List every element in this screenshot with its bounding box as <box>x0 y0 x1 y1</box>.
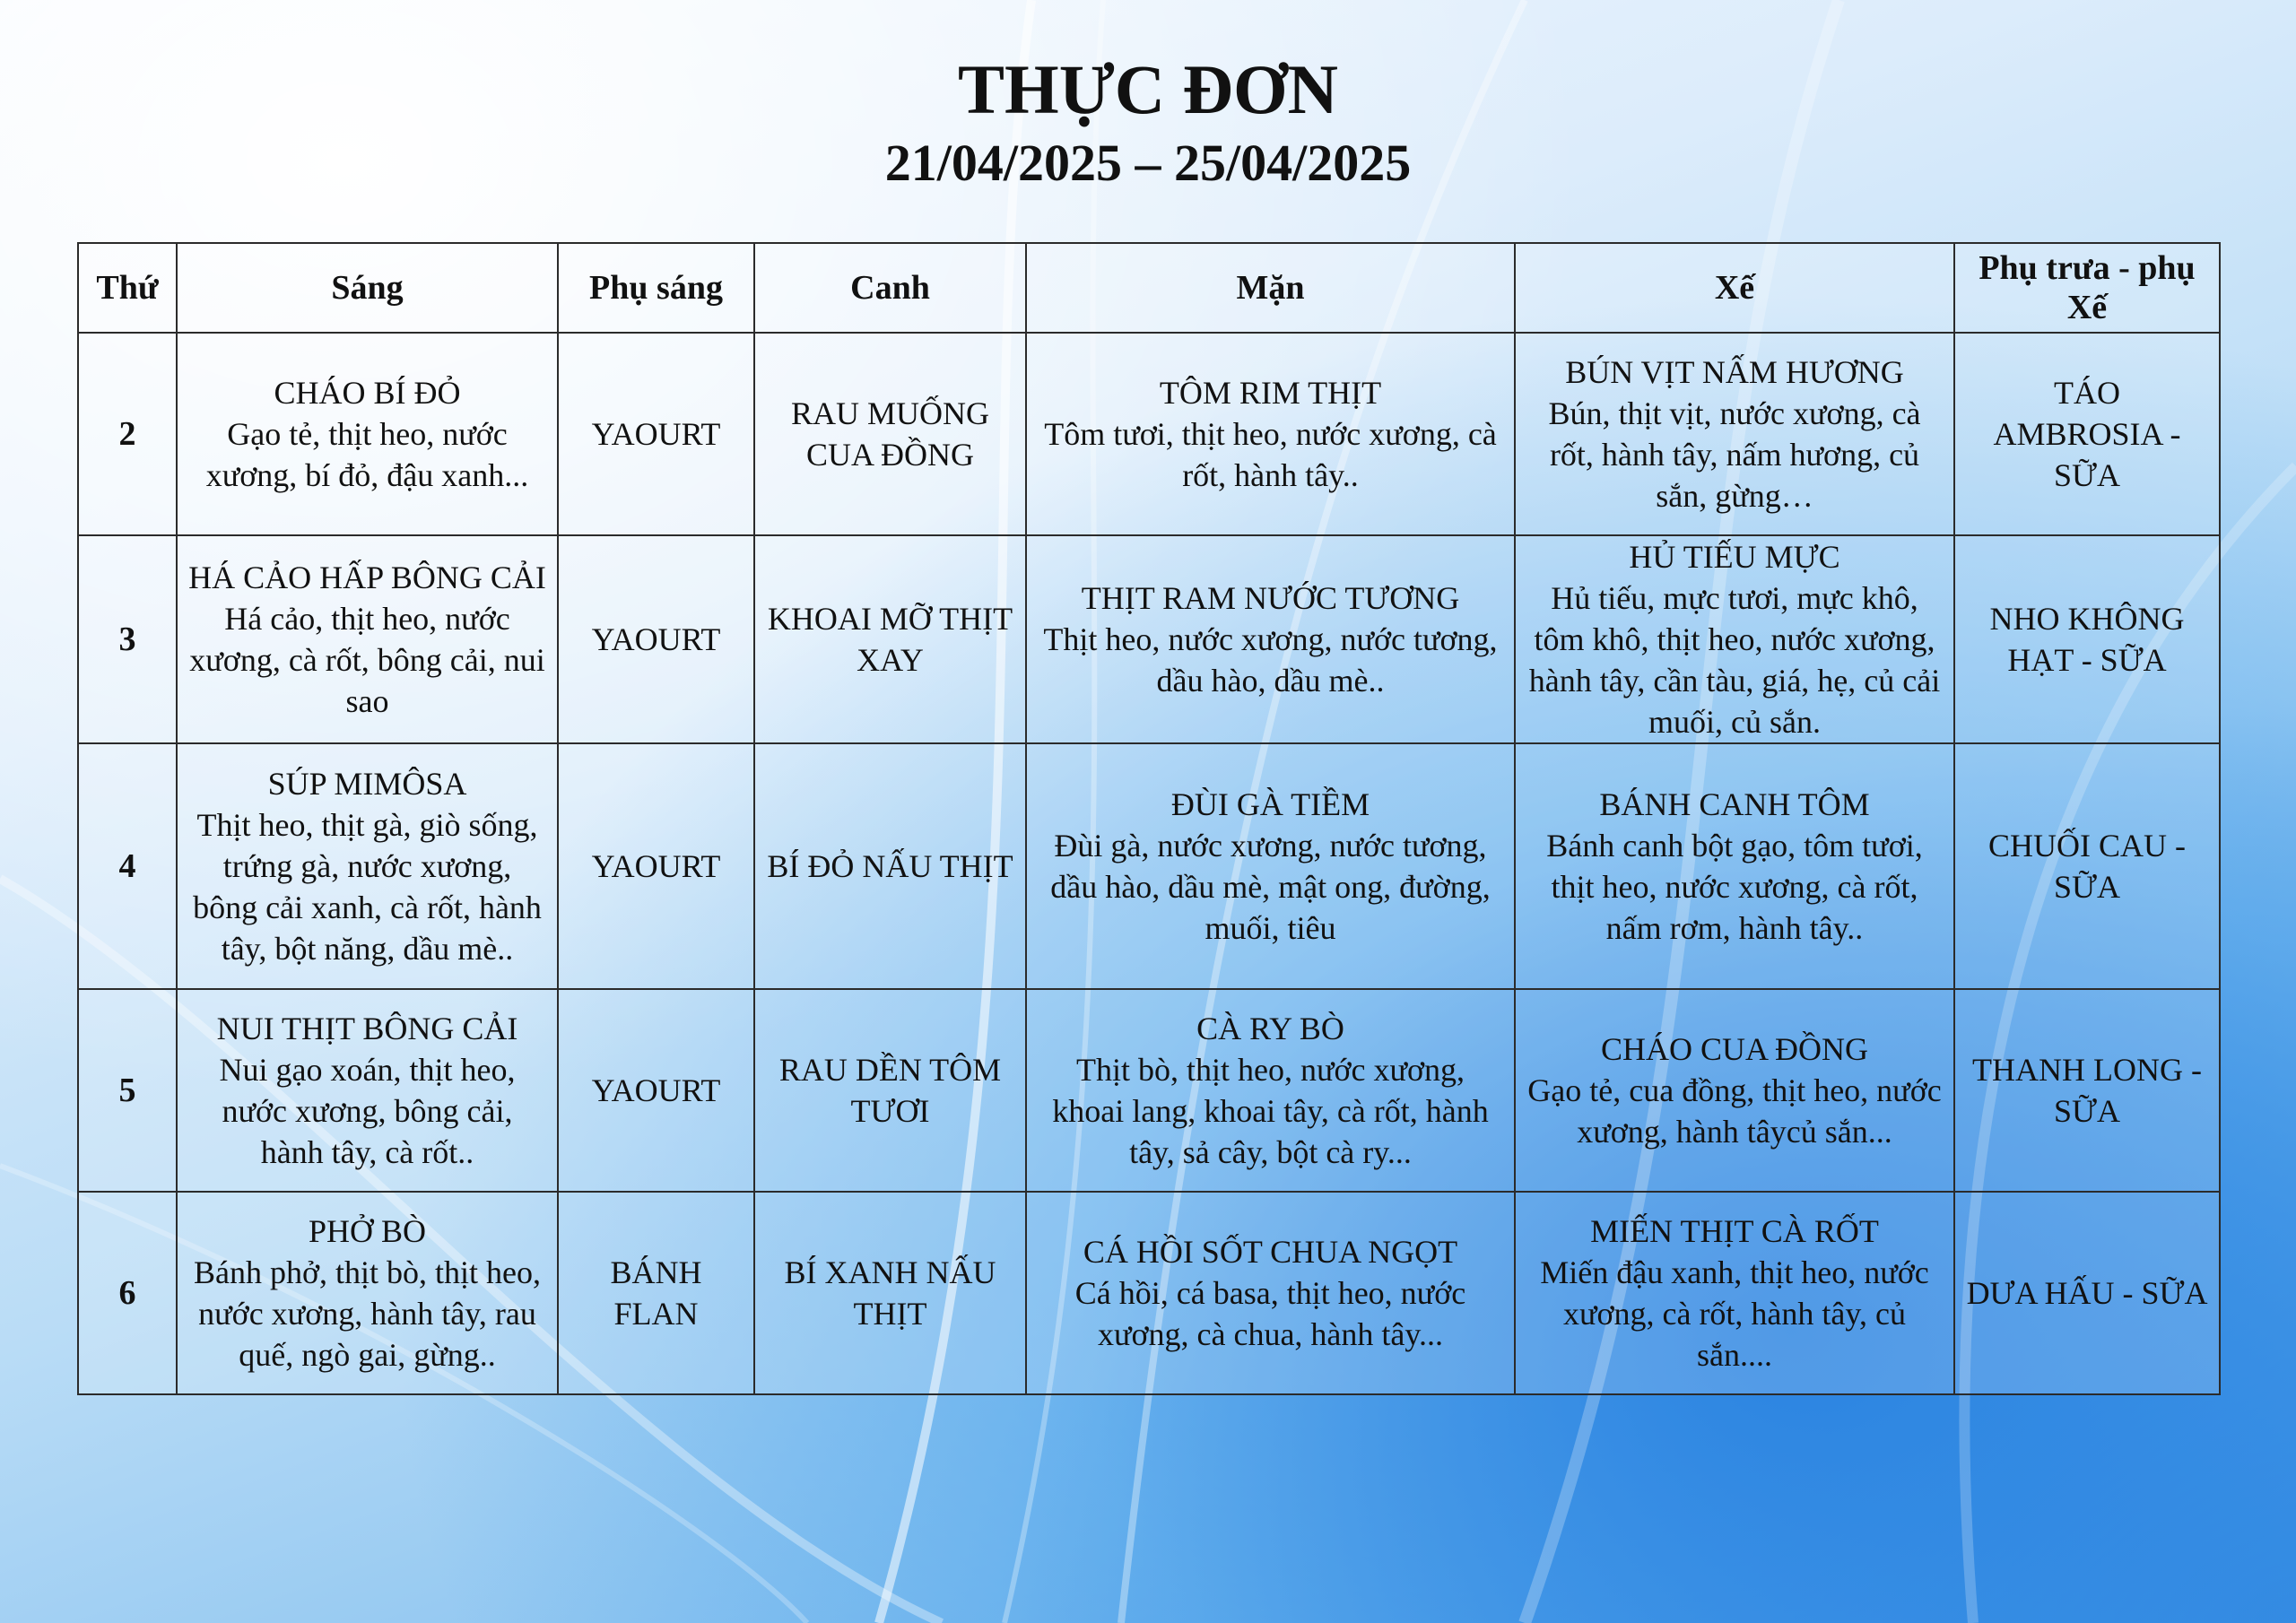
dish-ingredients: Bánh canh bột gạo, tôm tươi, thịt heo, nước xương, cà rốt, nấm rơm, hành tây.. <box>1546 828 1923 946</box>
dish-name: BÁNH CANH TÔM <box>1599 786 1870 822</box>
dish-name: TÔM RIM THỊT <box>1159 375 1382 411</box>
header-row <box>78 243 2220 333</box>
dish-ingredients: Gạo tẻ, thịt heo, nước xương, bí đỏ, đậu xanh... <box>205 416 529 493</box>
phu-sang-cell: YAOURT <box>558 535 754 743</box>
phu-sang-cell: YAOURT <box>558 743 754 989</box>
dish-name: SÚP MIMÔSA <box>267 766 467 802</box>
table-row <box>78 989 2220 1192</box>
header-sang: Sáng <box>177 243 558 333</box>
header-canh: Canh <box>754 243 1026 333</box>
canh-cell: KHOAI MỠ THỊT XAY <box>754 535 1026 743</box>
dish-ingredients: Gạo tẻ, cua đồng, thịt heo, nước xương, hành tâycủ sắn... <box>1527 1072 1942 1150</box>
phu-sang-cell: YAOURT <box>558 989 754 1192</box>
dish-ingredients: Nui gạo xoán, thịt heo, nước xương, bông cải, hành tây, cà rốt.. <box>219 1052 516 1170</box>
table-row <box>78 743 2220 989</box>
dish-name: PHỞ BÒ <box>308 1213 427 1249</box>
menu-table <box>77 242 2221 1395</box>
man-cell <box>1026 535 1515 743</box>
table-row <box>78 1192 2220 1394</box>
xe-cell <box>1515 333 1954 535</box>
dish-name: HỦ TIẾU MỰC <box>1629 539 1840 575</box>
phu-sang-cell: BÁNH FLAN <box>558 1192 754 1394</box>
man-cell <box>1026 743 1515 989</box>
dish-ingredients: Thịt heo, nước xương, nước tương, dầu hào, dầu mè.. <box>1043 621 1498 699</box>
phu-trua-cell: THANH LONG - SỮA <box>1954 989 2220 1192</box>
dish-name: NUI THỊT BÔNG CẢI <box>216 1011 518 1046</box>
dish-ingredients: Cá hồi, cá basa, thịt heo, nước xương, cà chua, hành tây... <box>1074 1275 1466 1352</box>
dish-ingredients: Miến đậu xanh, thịt heo, nước xương, cà rốt, hành tây, củ sắn.... <box>1540 1254 1929 1373</box>
dish-name: CHÁO BÍ ĐỎ <box>274 375 461 411</box>
header-phu-sang: Phụ sáng <box>558 243 754 333</box>
canh-cell: RAU MUỐNG CUA ĐỒNG <box>754 333 1026 535</box>
dish-name: MIẾN THỊT CÀ RỐT <box>1590 1213 1879 1249</box>
dish-ingredients: Hủ tiếu, mực tươi, mực khô, tôm khô, thịt heo, nước xương, hành tây, cần tàu, giá, hẹ, củ cải muối, củ sắn. <box>1528 580 1941 740</box>
phu-sang-cell: YAOURT <box>558 333 754 535</box>
man-cell <box>1026 333 1515 535</box>
canh-cell: BÍ ĐỎ NẤU THỊT <box>754 743 1026 989</box>
dish-name: THỊT RAM NƯỚC TƯƠNG <box>1081 580 1460 616</box>
dish-name: ĐÙI GÀ TIỀM <box>1170 786 1370 822</box>
phu-trua-cell: DƯA HẤU - SỮA <box>1954 1192 2220 1394</box>
header-man: Mặn <box>1026 243 1515 333</box>
sang-cell <box>177 535 558 743</box>
dish-ingredients: Tôm tươi, thịt heo, nước xương, cà rốt, hành tây.. <box>1044 416 1497 493</box>
header-phu-trua: Phụ trưa - phụ Xế <box>1954 243 2220 333</box>
header-thu: Thứ <box>78 243 177 333</box>
dish-name: CHÁO CUA ĐỒNG <box>1600 1031 1869 1067</box>
sang-cell <box>177 333 558 535</box>
phu-trua-cell: NHO KHÔNG HẠT - SỮA <box>1954 535 2220 743</box>
dish-name: BÚN VỊT NẤM HƯƠNG <box>1565 354 1904 390</box>
header-xe: Xế <box>1515 243 1954 333</box>
page-title: THỰC ĐƠN <box>958 50 1338 128</box>
man-cell <box>1026 989 1515 1192</box>
day-cell: 6 <box>78 1192 177 1394</box>
xe-cell <box>1515 743 1954 989</box>
table-row <box>78 333 2220 535</box>
table-row <box>78 535 2220 743</box>
xe-cell <box>1515 989 1954 1192</box>
dish-ingredients: Bánh phở, thịt bò, thịt heo, nước xương, hành tây, rau quế, ngò gai, gừng.. <box>193 1254 542 1373</box>
dish-name: CÁ HỒI SỐT CHUA NGỌT <box>1083 1234 1458 1270</box>
dish-ingredients: Thịt bò, thịt heo, nước xương, khoai lang, khoai tây, cà rốt, hành tây, sả cây, bột cà ry... <box>1052 1052 1489 1170</box>
dish-name: CÀ RY BÒ <box>1196 1011 1344 1046</box>
canh-cell: BÍ XANH NẤU THỊT <box>754 1192 1026 1394</box>
day-cell: 3 <box>78 535 177 743</box>
day-cell: 4 <box>78 743 177 989</box>
xe-cell <box>1515 535 1954 743</box>
xe-cell <box>1515 1192 1954 1394</box>
sang-cell <box>177 989 558 1192</box>
man-cell <box>1026 1192 1515 1394</box>
dish-ingredients: Bún, thịt vịt, nước xương, cà rốt, hành tây, nấm hương, củ sắn, gừng… <box>1548 395 1921 514</box>
day-cell: 5 <box>78 989 177 1192</box>
phu-trua-cell: CHUỐI CAU - SỮA <box>1954 743 2220 989</box>
sang-cell <box>177 743 558 989</box>
dish-name: HÁ CẢO HẤP BÔNG CẢI <box>188 560 546 595</box>
sang-cell <box>177 1192 558 1394</box>
phu-trua-cell: TÁO AMBROSIA - SỮA <box>1954 333 2220 535</box>
canh-cell: RAU DỀN TÔM TƯƠI <box>754 989 1026 1192</box>
dish-ingredients: Đùi gà, nước xương, nước tương, dầu hào, dầu mè, mật ong, đường, muối, tiêu <box>1050 828 1491 946</box>
date-range: 21/04/2025 – 25/04/2025 <box>884 134 1412 192</box>
day-cell: 2 <box>78 333 177 535</box>
dish-ingredients: Há cảo, thịt heo, nước xương, cà rốt, bông cải, nui sao <box>189 601 545 719</box>
dish-ingredients: Thịt heo, thịt gà, giò sống, trứng gà, nước xương, bông cải xanh, cà rốt, hành tây, bột năng, dầu mè.. <box>193 807 542 967</box>
